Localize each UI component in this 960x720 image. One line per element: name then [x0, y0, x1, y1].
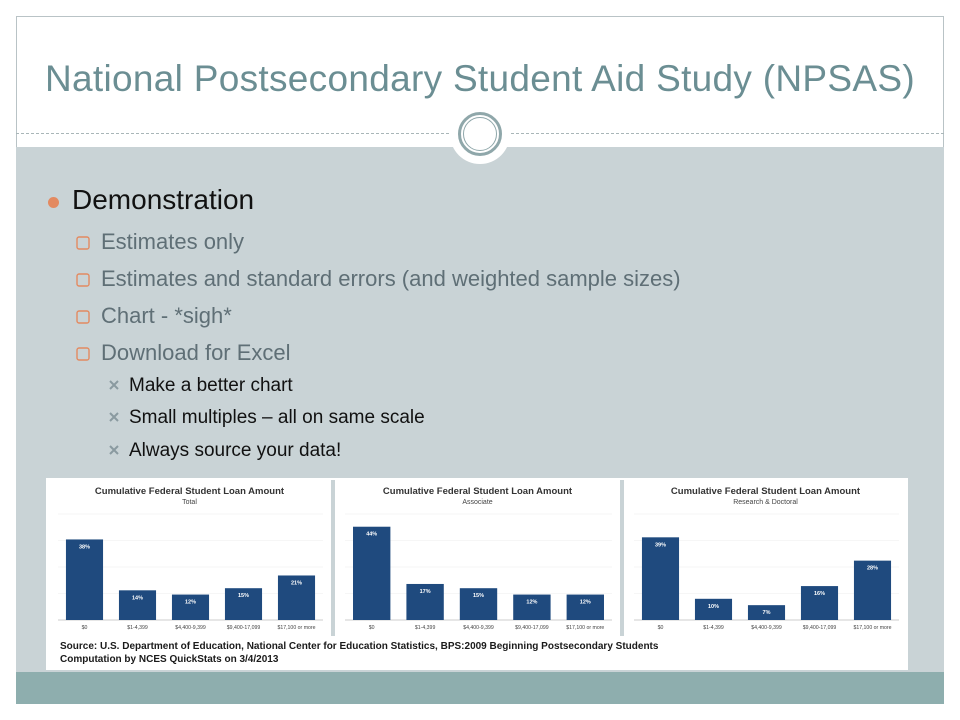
star-bullet-icon: [108, 444, 120, 456]
divider-circle-inner-icon: [463, 117, 497, 151]
sub-bullet-estimates-only: [76, 229, 244, 255]
square-bullet-icon: [76, 310, 90, 324]
subsub-bullet-small-multiples: [108, 407, 425, 429]
chart-title: Cumulative Federal Student Loan Amount: [382, 486, 573, 497]
footer-band: [16, 672, 944, 704]
bar-value-label: 15%: [472, 593, 485, 600]
chart-title: Cumulative Federal Student Loan Amount: [670, 486, 861, 497]
bar-value-label: 10%: [707, 603, 720, 610]
sub-bullet-label: Estimates only: [101, 229, 245, 254]
category-label: $0: [368, 625, 375, 631]
bar: [353, 527, 390, 620]
bar-value-label: 17%: [419, 588, 431, 595]
bar: [642, 537, 679, 620]
bar-value-label: 39%: [654, 542, 667, 549]
subsub-bullet-better-chart: [108, 375, 293, 397]
bar: [66, 539, 103, 620]
sub-bullet-label: Estimates and standard errors (and weighted sample sizes): [101, 266, 681, 291]
source-line: Source: U.S. Department of Education, National Center for Education Statistics, BPS:2009 Beginning Postsecondary Students: [60, 641, 659, 652]
category-label: $1-4,399: [703, 625, 724, 631]
category-label: $0: [657, 625, 664, 631]
sub-bullet-download: [76, 340, 291, 366]
bar: [513, 595, 550, 620]
bar-value-label: 7%: [762, 610, 771, 617]
chart-subtitle: Research & Doctoral: [733, 499, 798, 506]
bar-value-label: 16%: [813, 591, 826, 598]
bar-value-label: 21%: [290, 580, 303, 587]
bar-value-label: 12%: [526, 599, 538, 606]
category-label: $9,400-17,099: [226, 625, 261, 631]
bar-value-label: 44%: [366, 531, 378, 538]
bar-value-label: 28%: [866, 565, 879, 572]
star-bullet-icon: [108, 379, 120, 391]
square-bullet-icon: [76, 236, 90, 250]
slide-title: National Postsecondary Student Aid Study (NPSAS): [45, 58, 915, 99]
category-label: $1-4,399: [127, 625, 148, 631]
bar: [567, 595, 604, 620]
bar-value-label: 12%: [184, 599, 197, 606]
bullet-main-label: Demonstration: [72, 184, 255, 215]
bar-value-label: 14%: [131, 595, 144, 602]
sub-bullet-label: Download for Excel: [101, 340, 291, 365]
category-label: $9,400-17,099: [802, 625, 837, 631]
sub-bullet-chart: [76, 303, 232, 329]
subsub-bullet-label: Small multiples – all on same scale: [129, 407, 425, 428]
category-label: $0: [81, 625, 88, 631]
bar-value-label: 15%: [237, 593, 250, 600]
bar-value-label: 12%: [579, 599, 591, 606]
bar-value-label: 38%: [78, 544, 91, 551]
category-label: $4,400-9,399: [463, 625, 494, 631]
category-label: $17,100 or more: [277, 625, 316, 631]
sub-bullet-standard-errors: [76, 266, 681, 292]
chart-panel-research: [624, 480, 907, 636]
star-bullet-icon: [108, 411, 120, 423]
category-label: $17,100 or more: [853, 625, 892, 631]
chart-panel-total: [48, 480, 331, 636]
bar: [172, 595, 209, 620]
source-note: [60, 640, 658, 666]
chart-title: Cumulative Federal Student Loan Amount: [94, 486, 285, 497]
chart-subtitle: Associate: [462, 499, 493, 506]
category-label: $17,100 or more: [566, 625, 605, 631]
category-label: $9,400-17,099: [515, 625, 549, 631]
subsub-bullet-source-data: [108, 440, 341, 462]
chart-total: [48, 480, 331, 636]
chart-subtitle: Total: [182, 499, 197, 506]
chart-research-doctoral: [624, 480, 907, 636]
chart-associate: [335, 480, 620, 636]
computation-line: Computation by NCES QuickStats on 3/4/2013: [60, 654, 279, 665]
chart-panel-associate: [335, 480, 620, 636]
category-label: $1-4,399: [414, 625, 436, 631]
category-label: $4,400-9,399: [175, 625, 206, 631]
subsub-bullet-label: Always source your data!: [129, 440, 342, 461]
subsub-bullet-label: Make a better chart: [129, 375, 293, 396]
category-label: $4,400-9,399: [751, 625, 782, 631]
sub-bullet-label: Chart - *sigh*: [101, 303, 232, 328]
bullet-dot-icon: [48, 197, 59, 208]
square-bullet-icon: [76, 273, 90, 287]
square-bullet-icon: [76, 347, 90, 361]
